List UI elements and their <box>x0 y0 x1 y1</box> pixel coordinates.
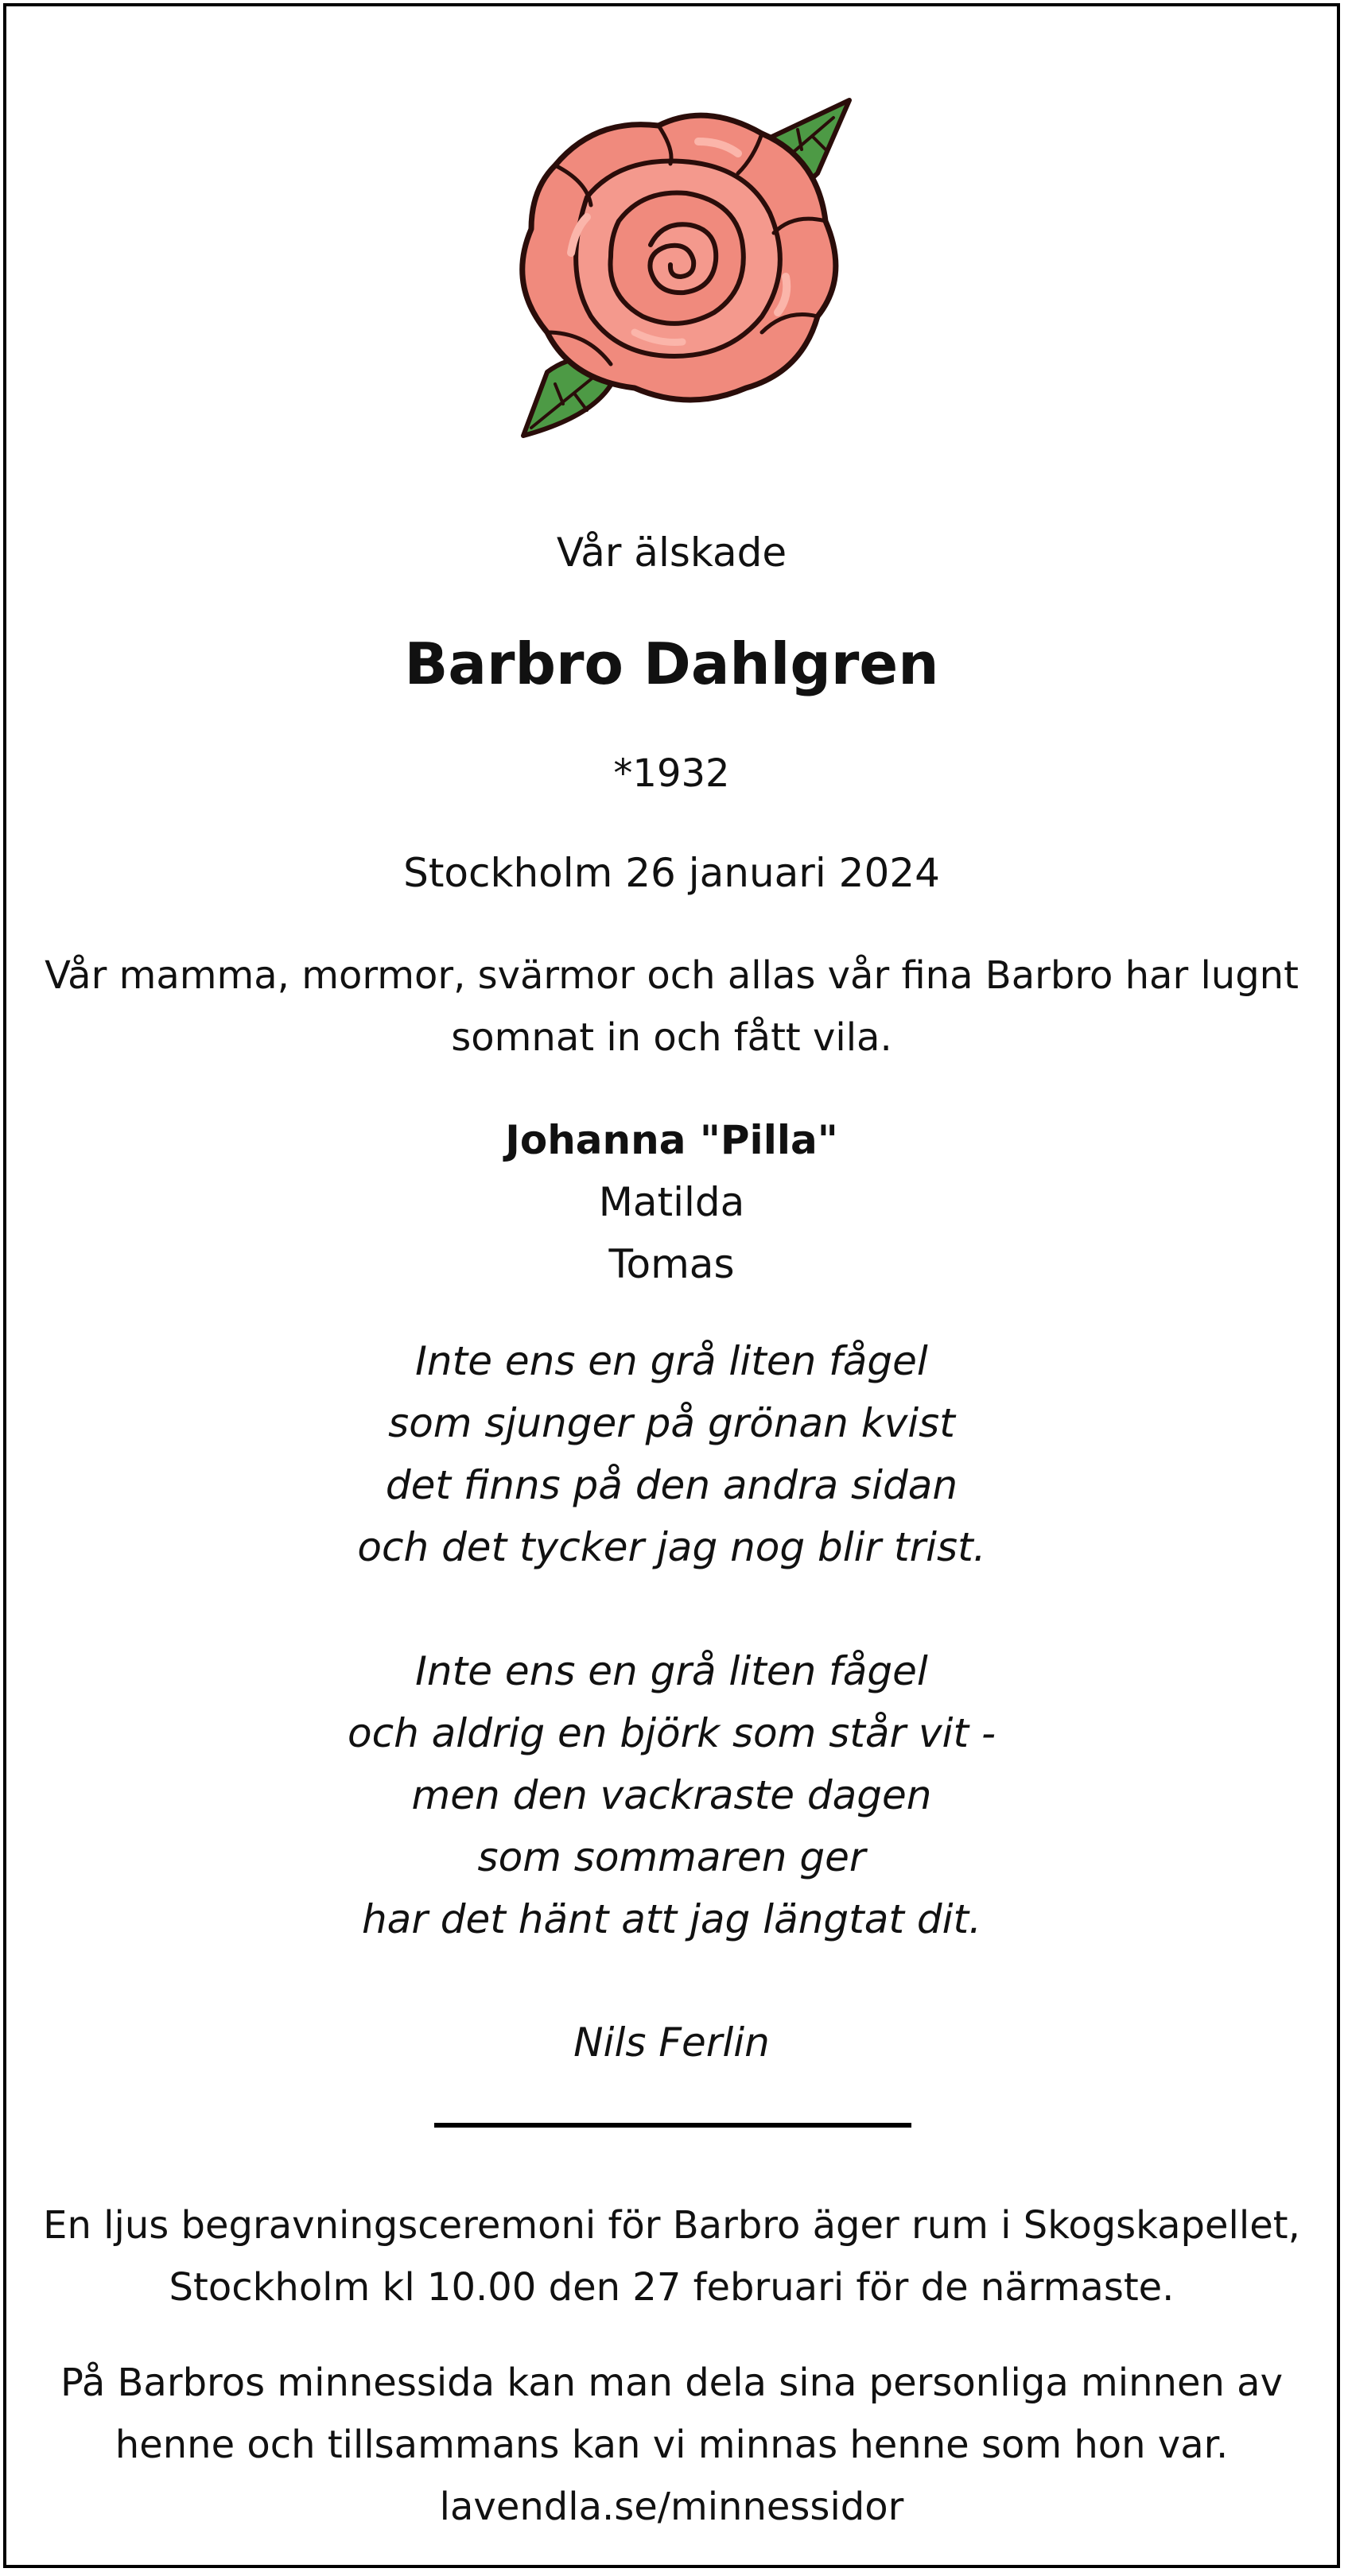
poem-line: som sommaren ger <box>477 1834 866 1880</box>
ceremony-line: En ljus begravningsceremoni för Barbro äger rum i Skogskapellet, <box>43 2203 1300 2248</box>
poem-stanza-break <box>6 1578 1337 1640</box>
message-line: somnat in och fått vila. <box>451 1015 892 1060</box>
relative-name: Johanna "Pilla" <box>505 1117 838 1163</box>
memorial-line: På Barbros minnessida kan man dela sina personliga minnen av <box>60 2361 1283 2405</box>
poem-line: och aldrig en björk som står vit - <box>348 1710 996 1756</box>
poem-line: har det hänt att jag längtat dit. <box>361 1896 982 1942</box>
poem-line: Inte ens en grå liten fågel <box>415 1648 928 1694</box>
relative-name: Matilda <box>598 1179 745 1225</box>
place-date: Stockholm 26 januari 2024 <box>403 850 940 896</box>
rose-icon <box>499 94 865 444</box>
deceased-name: Barbro Dahlgren <box>404 630 939 697</box>
relative-name: Tomas <box>608 1241 735 1287</box>
poem-line: Inte ens en grå liten fågel <box>415 1338 928 1384</box>
poem-line: och det tycker jag nog blir trist. <box>357 1524 986 1570</box>
obituary-notice <box>3 3 1340 2568</box>
poem <box>6 1330 1337 1950</box>
message-line: Vår mamma, mormor, svärmor och allas vår fina Barbro har lugnt <box>45 953 1299 998</box>
intro-text: Vår älskade <box>556 530 787 576</box>
memorial-link: lavendla.se/minnessidor <box>439 2485 904 2529</box>
divider <box>434 2123 911 2128</box>
poem-author: Nils Ferlin <box>573 2019 770 2066</box>
poem-line: som sjunger på grönan kvist <box>388 1400 955 1446</box>
ceremony-line: Stockholm kl 10.00 den 27 februari för de närmaste. <box>169 2265 1175 2310</box>
memorial-line: henne och tillsammans kan vi minnas henne som hon var. <box>115 2423 1229 2467</box>
birth-year: *1932 <box>613 751 730 796</box>
poem-line: men den vackraste dagen <box>411 1772 932 1818</box>
poem-line: det finns på den andra sidan <box>385 1462 958 1508</box>
